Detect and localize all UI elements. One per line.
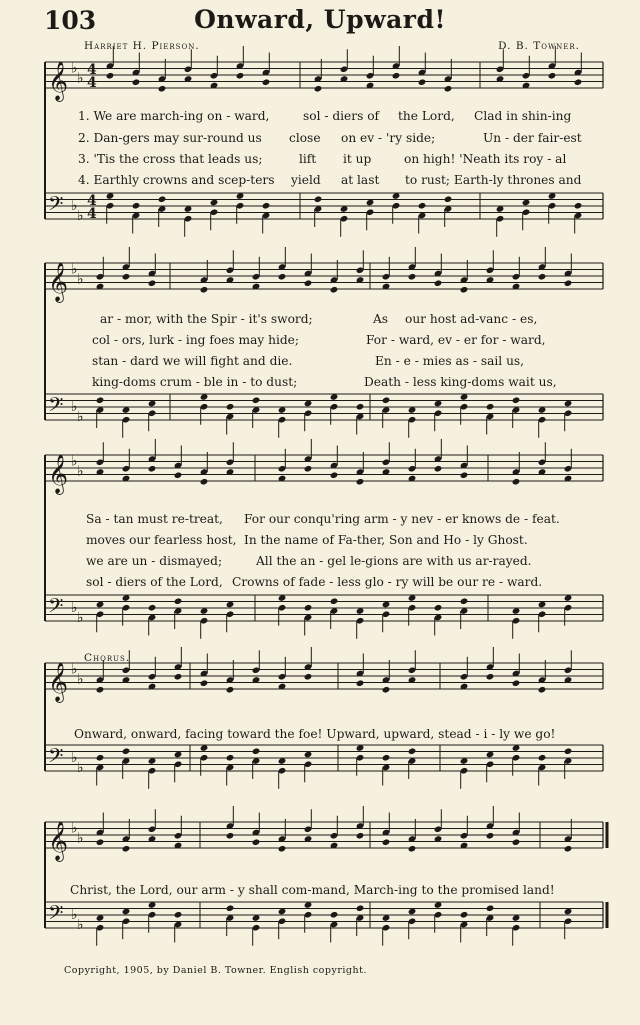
note-head: [252, 838, 261, 846]
bass-clef: 𝄢: [48, 191, 64, 220]
bass-clef: 𝄢: [48, 743, 64, 772]
note-head: [96, 838, 105, 846]
note-head: [278, 273, 287, 281]
note-head: [486, 832, 495, 840]
note-head: [538, 754, 547, 762]
note-head: [408, 747, 417, 755]
note-head: [392, 72, 401, 80]
time-signature: 4: [87, 193, 97, 209]
flat-sign: ♭: [71, 820, 78, 837]
flat-sign: ♭: [77, 70, 84, 87]
note-head: [434, 279, 443, 287]
note-head: [538, 273, 547, 281]
flat-sign: ♭: [77, 463, 84, 480]
flat-sign: ♭: [71, 399, 78, 415]
flat-sign: ♭: [71, 600, 78, 616]
note-head: [96, 686, 105, 694]
note-head: [226, 754, 235, 762]
note-head: [564, 747, 573, 755]
note-head: [158, 85, 167, 93]
note-head: [382, 686, 391, 694]
treble-clef: 𝄞: [48, 454, 69, 494]
flat-sign: ♭: [71, 750, 78, 766]
note-head: [408, 845, 417, 853]
note-head: [226, 832, 235, 840]
note-head: [564, 279, 573, 287]
note-head: [122, 845, 131, 853]
note-head: [356, 832, 365, 840]
treble-clef: 𝄞: [48, 821, 69, 861]
note-head: [444, 195, 453, 203]
note-head: [408, 273, 417, 281]
note-head: [512, 838, 521, 846]
note-head: [174, 911, 183, 919]
note-head: [460, 597, 469, 605]
flat-sign: ♭: [77, 830, 84, 847]
note-head: [330, 911, 339, 919]
note-head: [330, 471, 339, 479]
note-head: [132, 78, 141, 86]
hymn-title: Onward, Upward!: [194, 5, 446, 34]
note-head: [434, 604, 443, 612]
note-head: [564, 845, 573, 853]
flat-sign: ♭: [71, 261, 78, 278]
note-head: [158, 195, 167, 203]
note-head: [486, 673, 495, 681]
time-signature: 4: [87, 62, 97, 78]
note-head: [330, 286, 339, 294]
note-head: [512, 478, 521, 486]
note-head: [382, 754, 391, 762]
note-head: [314, 195, 323, 203]
time-signature: 4: [87, 75, 97, 91]
note-head: [200, 478, 209, 486]
note-head: [356, 904, 365, 912]
note-head: [314, 85, 323, 93]
note-head: [486, 904, 495, 912]
flat-sign: ♭: [71, 661, 78, 678]
note-head: [574, 78, 583, 86]
note-head: [382, 838, 391, 846]
note-head: [382, 396, 391, 404]
note-head: [148, 604, 157, 612]
note-head: [226, 904, 235, 912]
note-head: [262, 78, 271, 86]
composer-credit: D. B. Towner.: [498, 40, 580, 52]
note-head: [236, 72, 245, 80]
note-head: [226, 403, 235, 411]
note-head: [418, 78, 427, 86]
note-head: [460, 911, 469, 919]
note-head: [174, 471, 183, 479]
flat-sign: ♭: [77, 408, 84, 425]
treble-clef: 𝄞: [48, 262, 69, 302]
note-head: [548, 72, 557, 80]
time-signature: 4: [87, 206, 97, 222]
note-head: [460, 471, 469, 479]
flat-sign: ♭: [77, 759, 84, 776]
note-head: [356, 403, 365, 411]
note-head: [356, 478, 365, 486]
note-head: [304, 673, 313, 681]
note-head: [330, 597, 339, 605]
treble-clef: 𝄞: [48, 662, 69, 702]
note-head: [106, 72, 115, 80]
chorus-label: Chorus.: [84, 652, 131, 664]
bass-clef: 𝄢: [48, 392, 64, 421]
note-head: [96, 754, 105, 762]
flat-sign: ♭: [71, 453, 78, 470]
note-head: [444, 85, 453, 93]
note-head: [304, 465, 313, 473]
flat-sign: ♭: [71, 907, 78, 923]
flat-sign: ♭: [77, 671, 84, 688]
note-head: [252, 747, 261, 755]
note-head: [252, 396, 261, 404]
note-head: [418, 202, 427, 210]
note-head: [148, 279, 157, 287]
flat-sign: ♭: [77, 207, 84, 224]
note-head: [122, 273, 131, 281]
note-head: [538, 686, 547, 694]
treble-clef: 𝄞: [48, 61, 69, 101]
note-head: [262, 202, 271, 210]
flat-sign: ♭: [77, 916, 84, 933]
note-head: [574, 202, 583, 210]
note-head: [512, 396, 521, 404]
copyright-notice: Copyright, 1905, by Daniel B. Towner. English copyright.: [64, 965, 367, 976]
note-head: [434, 465, 443, 473]
hymn-number: 103: [44, 6, 97, 35]
note-head: [200, 679, 209, 687]
flat-sign: ♭: [77, 271, 84, 288]
note-head: [200, 286, 209, 294]
note-head: [132, 202, 141, 210]
note-head: [304, 279, 313, 287]
note-head: [174, 673, 183, 681]
bass-clef: 𝄢: [48, 900, 64, 929]
flat-sign: ♭: [71, 60, 78, 77]
flat-sign: ♭: [71, 198, 78, 214]
bass-clef: 𝄢: [48, 593, 64, 622]
flat-sign: ♭: [77, 609, 84, 626]
note-head: [460, 286, 469, 294]
note-head: [356, 679, 365, 687]
note-head: [148, 465, 157, 473]
note-head: [174, 597, 183, 605]
note-head: [122, 747, 131, 755]
note-head: [512, 679, 521, 687]
author-credit: Harriet H. Pierson.: [84, 40, 200, 52]
note-head: [486, 403, 495, 411]
note-head: [226, 686, 235, 694]
note-head: [96, 396, 105, 404]
note-head: [278, 845, 287, 853]
note-head: [304, 604, 313, 612]
